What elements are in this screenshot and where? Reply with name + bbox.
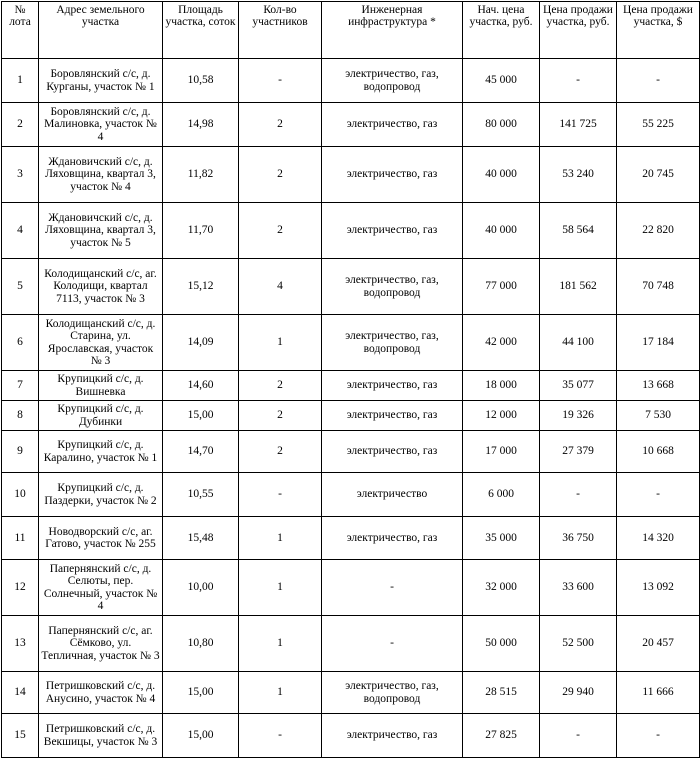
cell-sale-price-usd: -: [617, 59, 700, 103]
cell-lot-number: 13: [2, 616, 39, 672]
cell-area: 15,12: [163, 259, 239, 315]
cell-area: 11,82: [163, 147, 239, 203]
cell-address: Крупицкий с/с, д. Паздерки, участок № 2: [39, 473, 163, 517]
cell-lot-number: 10: [2, 473, 39, 517]
table-row: [2, 517, 700, 560]
cell-start-price: 50 000: [463, 616, 540, 672]
cell-area: 15,00: [163, 672, 239, 714]
cell-infrastructure: электричество, газ: [322, 103, 463, 147]
cell-participants: 1: [239, 517, 322, 560]
land-auction-table: [1, 1, 700, 758]
cell-sale-price-usd: 10 668: [617, 431, 700, 473]
cell-infrastructure: электричество, газ: [322, 714, 463, 758]
cell-address: Папернянский с/с, аг. Сёмково, ул. Тепличная, участок № 3: [39, 616, 163, 672]
table-row: [2, 473, 700, 517]
cell-sale-price-rub: 29 940: [540, 672, 617, 714]
cell-sale-price-rub: -: [540, 714, 617, 758]
cell-lot-number: 5: [2, 259, 39, 315]
cell-lot-number: 6: [2, 315, 39, 371]
cell-sale-price-usd: 70 748: [617, 259, 700, 315]
table-row: [2, 203, 700, 259]
cell-start-price: 12 000: [463, 401, 540, 431]
cell-lot-number: 12: [2, 560, 39, 616]
cell-address: Боровлянский с/с, д. Малиновка, участок № 4: [39, 103, 163, 147]
cell-infrastructure: электричество, газ, водопровод: [322, 59, 463, 103]
cell-lot-number: 14: [2, 672, 39, 714]
table-row: [2, 401, 700, 431]
cell-infrastructure: электричество, газ, водопровод: [322, 672, 463, 714]
cell-infrastructure: электричество, газ: [322, 431, 463, 473]
cell-participants: 2: [239, 401, 322, 431]
header-address: Адрес земельного участка: [39, 2, 163, 59]
cell-lot-number: 11: [2, 517, 39, 560]
cell-sale-price-usd: 20 745: [617, 147, 700, 203]
cell-lot-number: 8: [2, 401, 39, 431]
cell-lot-number: 4: [2, 203, 39, 259]
cell-participants: 1: [239, 560, 322, 616]
cell-lot-number: 2: [2, 103, 39, 147]
table-row: [2, 371, 700, 401]
cell-start-price: 27 825: [463, 714, 540, 758]
cell-sale-price-rub: -: [540, 59, 617, 103]
cell-infrastructure: электричество, газ: [322, 371, 463, 401]
cell-participants: 2: [239, 431, 322, 473]
cell-lot-number: 9: [2, 431, 39, 473]
cell-sale-price-usd: -: [617, 473, 700, 517]
cell-area: 10,55: [163, 473, 239, 517]
cell-start-price: 80 000: [463, 103, 540, 147]
cell-start-price: 28 515: [463, 672, 540, 714]
cell-sale-price-usd: 13 668: [617, 371, 700, 401]
cell-sale-price-usd: 55 225: [617, 103, 700, 147]
table-row: [2, 672, 700, 714]
cell-sale-price-usd: 20 457: [617, 616, 700, 672]
cell-area: 14,98: [163, 103, 239, 147]
cell-lot-number: 3: [2, 147, 39, 203]
table-row: [2, 560, 700, 616]
cell-sale-price-usd: 17 184: [617, 315, 700, 371]
cell-address: Колодищанский с/с, д. Старина, ул. Ярославская, участок № 3: [39, 315, 163, 371]
table-row: [2, 259, 700, 315]
cell-sale-price-usd: 22 820: [617, 203, 700, 259]
cell-area: 15,00: [163, 401, 239, 431]
cell-address: Крупицкий с/с, д. Каралино, участок № 1: [39, 431, 163, 473]
header-participants: Кол-во участников: [239, 2, 322, 59]
cell-sale-price-rub: 19 326: [540, 401, 617, 431]
cell-start-price: 18 000: [463, 371, 540, 401]
cell-participants: 2: [239, 147, 322, 203]
cell-sale-price-usd: 11 666: [617, 672, 700, 714]
cell-address: Петришковский с/с, д. Векшицы, участок № 3: [39, 714, 163, 758]
cell-start-price: 40 000: [463, 147, 540, 203]
cell-sale-price-usd: 7 530: [617, 401, 700, 431]
cell-address: Крупицкий с/с, д. Вишневка: [39, 371, 163, 401]
table-row: [2, 147, 700, 203]
table-row: [2, 59, 700, 103]
cell-participants: -: [239, 714, 322, 758]
cell-address: Колодищанский с/с, аг. Колодищи, квартал 7113, участок № 3: [39, 259, 163, 315]
cell-area: 15,00: [163, 714, 239, 758]
cell-address: Боровлянский с/с, д. Курганы, участок № 1: [39, 59, 163, 103]
cell-start-price: 45 000: [463, 59, 540, 103]
cell-sale-price-rub: 35 077: [540, 371, 617, 401]
cell-participants: 1: [239, 616, 322, 672]
cell-address: Петришковский с/с, д. Анусино, участок № 4: [39, 672, 163, 714]
cell-participants: 2: [239, 203, 322, 259]
cell-sale-price-usd: -: [617, 714, 700, 758]
cell-lot-number: 7: [2, 371, 39, 401]
header-row: [2, 2, 700, 59]
cell-start-price: 40 000: [463, 203, 540, 259]
table-row: [2, 714, 700, 758]
cell-participants: -: [239, 59, 322, 103]
cell-sale-price-usd: 13 092: [617, 560, 700, 616]
cell-participants: 2: [239, 371, 322, 401]
cell-lot-number: 15: [2, 714, 39, 758]
cell-sale-price-rub: 33 600: [540, 560, 617, 616]
header-area: Площадь участка, соток: [163, 2, 239, 59]
cell-sale-price-rub: 36 750: [540, 517, 617, 560]
cell-area: 14,70: [163, 431, 239, 473]
header-lot-number: № лота: [2, 2, 39, 59]
cell-infrastructure: электричество, газ: [322, 147, 463, 203]
cell-address: Ждановичский с/с, д. Ляховщина, квартал 3, участок № 5: [39, 203, 163, 259]
table-row: [2, 103, 700, 147]
cell-infrastructure: -: [322, 616, 463, 672]
cell-start-price: 6 000: [463, 473, 540, 517]
table-row: [2, 315, 700, 371]
cell-area: 15,48: [163, 517, 239, 560]
cell-infrastructure: электричество, газ: [322, 203, 463, 259]
header-sale-price-usd: Цена продажи участка, $: [617, 2, 700, 59]
cell-sale-price-rub: 181 562: [540, 259, 617, 315]
cell-sale-price-rub: 53 240: [540, 147, 617, 203]
cell-area: 10,00: [163, 560, 239, 616]
cell-sale-price-rub: 141 725: [540, 103, 617, 147]
cell-start-price: 77 000: [463, 259, 540, 315]
header-start-price: Нач. цена участка, руб.: [463, 2, 540, 59]
table-row: [2, 616, 700, 672]
table-row: [2, 431, 700, 473]
header-infrastructure: Инженерная инфраструктура *: [322, 2, 463, 59]
cell-area: 14,09: [163, 315, 239, 371]
cell-start-price: 42 000: [463, 315, 540, 371]
cell-area: 14,60: [163, 371, 239, 401]
cell-start-price: 35 000: [463, 517, 540, 560]
cell-infrastructure: электричество, газ, водопровод: [322, 259, 463, 315]
cell-address: Ждановичский с/с, д. Ляховщина, квартал 3, участок № 4: [39, 147, 163, 203]
cell-lot-number: 1: [2, 59, 39, 103]
cell-participants: 1: [239, 672, 322, 714]
cell-infrastructure: электричество, газ: [322, 517, 463, 560]
cell-area: 10,80: [163, 616, 239, 672]
cell-address: Папернянский с/с, д. Селюты, пер. Солнечный, участок № 4: [39, 560, 163, 616]
cell-address: Новодворский с/с, аг. Гатово, участок № 255: [39, 517, 163, 560]
header-sale-price-rub: Цена продажи участка, руб.: [540, 2, 617, 59]
cell-participants: -: [239, 473, 322, 517]
cell-participants: 2: [239, 103, 322, 147]
cell-participants: 4: [239, 259, 322, 315]
cell-address: Крупицкий с/с, д. Дубинки: [39, 401, 163, 431]
cell-sale-price-rub: 44 100: [540, 315, 617, 371]
cell-infrastructure: электричество, газ, водопровод: [322, 315, 463, 371]
cell-sale-price-rub: -: [540, 473, 617, 517]
cell-infrastructure: электричество: [322, 473, 463, 517]
cell-start-price: 32 000: [463, 560, 540, 616]
cell-area: 10,58: [163, 59, 239, 103]
cell-participants: 1: [239, 315, 322, 371]
cell-sale-price-rub: 27 379: [540, 431, 617, 473]
cell-sale-price-usd: 14 320: [617, 517, 700, 560]
cell-sale-price-rub: 58 564: [540, 203, 617, 259]
cell-area: 11,70: [163, 203, 239, 259]
cell-start-price: 17 000: [463, 431, 540, 473]
cell-sale-price-rub: 52 500: [540, 616, 617, 672]
cell-infrastructure: электричество, газ: [322, 401, 463, 431]
cell-infrastructure: -: [322, 560, 463, 616]
